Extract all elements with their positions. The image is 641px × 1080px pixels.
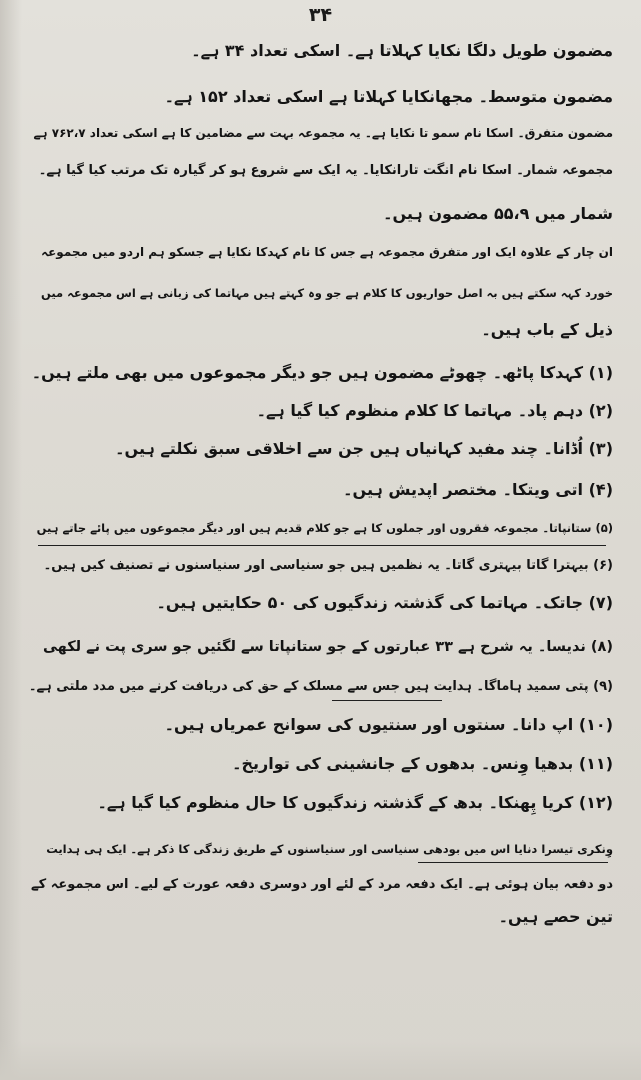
- text-line: (۳) اُڈانا۔ چند مفید کہانیاں ہیں جن سے اخلاقی سبق نکلتے ہیں۔: [115, 439, 613, 458]
- text-line: (۶) بیہترا گاتا بیہتری گاتا۔ یہ نظمیں ہیں جو سنیاسی اور سنیاسنوں نے تصنیف کیں ہیں۔: [43, 558, 613, 573]
- page-number: ۳۴: [308, 4, 333, 26]
- text-line: (۷) جاتک۔ مہاتما کی گذشتہ زندگیوں کی ۵۰ حکایتیں ہیں۔: [156, 593, 613, 612]
- text-line: (۹) پتی سمید ہاماگا۔ ہدایت ہیں جس سے مسلک کے حق کی دریافت کرنے میں مدد ملتی ہے۔: [28, 679, 613, 694]
- text-line: (۱۲) کریا پِھنکا۔ بدھ کے گذشتہ زندگیوں کا حال منظوم کیا گیا ہے۔: [97, 793, 613, 812]
- text-line: مجموعہ شمار۔ اسکا نام انگت تارانکایا۔ یہ ایک سے شروع ہو کر گیارہ تک مرتب کیا گیا ہے۔: [38, 163, 613, 178]
- page-bottom-shadow: [0, 1040, 641, 1080]
- underline-rule: [418, 862, 608, 863]
- text-line: (۱) کہدکا پاٹھ۔ چھوٹے مضمون ہیں جو دیگر مجموعوں میں بھی ملتے ہیں۔: [31, 363, 613, 382]
- text-line: دو دفعہ بیان ہوئی ہے۔ ایک دفعہ مرد کے لئے اور دوسری دفعہ عورت کے لیے۔ اس مجموعہ کے: [31, 877, 613, 892]
- text-line: (۱۰) اپ دانا۔ سنتوں اور سنتیوں کی سوانح عمریاں ہیں۔: [164, 715, 613, 734]
- text-line: ان چار کے علاوہ ایک اور متفرق مجموعہ ہے جس کا نام کہدکا نکایا ہے جسکو ہم اردو میں مجموعہ: [41, 245, 613, 259]
- text-line: مضمون طویل دلگا نکایا کہلاتا ہے۔ اسکی تعداد ۳۴ ہے۔: [191, 41, 613, 60]
- text-line: وِنکری تیسرا دنایا اس میں بودھی سنیاسی اور سنیاسنوں کے طریق زندگی کا ذکر ہے۔ ایک ہی ہدایت: [46, 842, 613, 856]
- underline-rule: [332, 700, 442, 701]
- page-edge-shadow: [0, 0, 22, 1080]
- text-line: ذیل کے باب ہیں۔: [481, 320, 613, 339]
- text-line: شمار میں ۵۵،۹ مضمون ہیں۔: [383, 204, 613, 223]
- text-line: (۸) ندیسا۔ یہ شرح ہے ۳۳ عبارتوں کے جو ستانپاتا سے لگئیں جو سری پت نے لکھی: [42, 639, 613, 655]
- text-line: (۲) دہم پاد۔ مہاتما کا کلام منظوم کیا گیا ہے۔: [256, 401, 613, 420]
- underline-rule: [38, 545, 606, 546]
- text-line: مضمون متفرق۔ اسکا نام سمو تا نکایا ہے۔ یہ مجموعہ بہت سے مضامین کا ہے اسکی تعداد ۷۶۲،۷ ہے: [33, 126, 613, 140]
- text-line: (۱۱) بدھیا وِنس۔ بدھوں کے جانشینی کی تواریخ۔: [232, 754, 613, 773]
- text-line: خورد کہہ سکتے ہیں بہ اصل حواریوں کا کلام ہے جو وہ کہتے ہیں مہاتما کی زبانی ہے اس مجموعہ میں: [40, 286, 613, 300]
- text-line: (۴) اتی ویتکا۔ مختصر اپدیش ہیں۔: [343, 480, 613, 499]
- text-line: مضمون متوسط۔ مجھانکایا کہلاتا ہے اسکی تعداد ۱۵۲ ہے۔: [164, 87, 613, 106]
- text-line: تین حصے ہیں۔: [498, 907, 613, 926]
- text-line: (۵) ستانپاتا۔ مجموعہ فقروں اور جملوں کا ہے جو کلام قدیم ہیں اور دیگر مجموعوں میں پائے جاتے ہیں: [36, 521, 613, 535]
